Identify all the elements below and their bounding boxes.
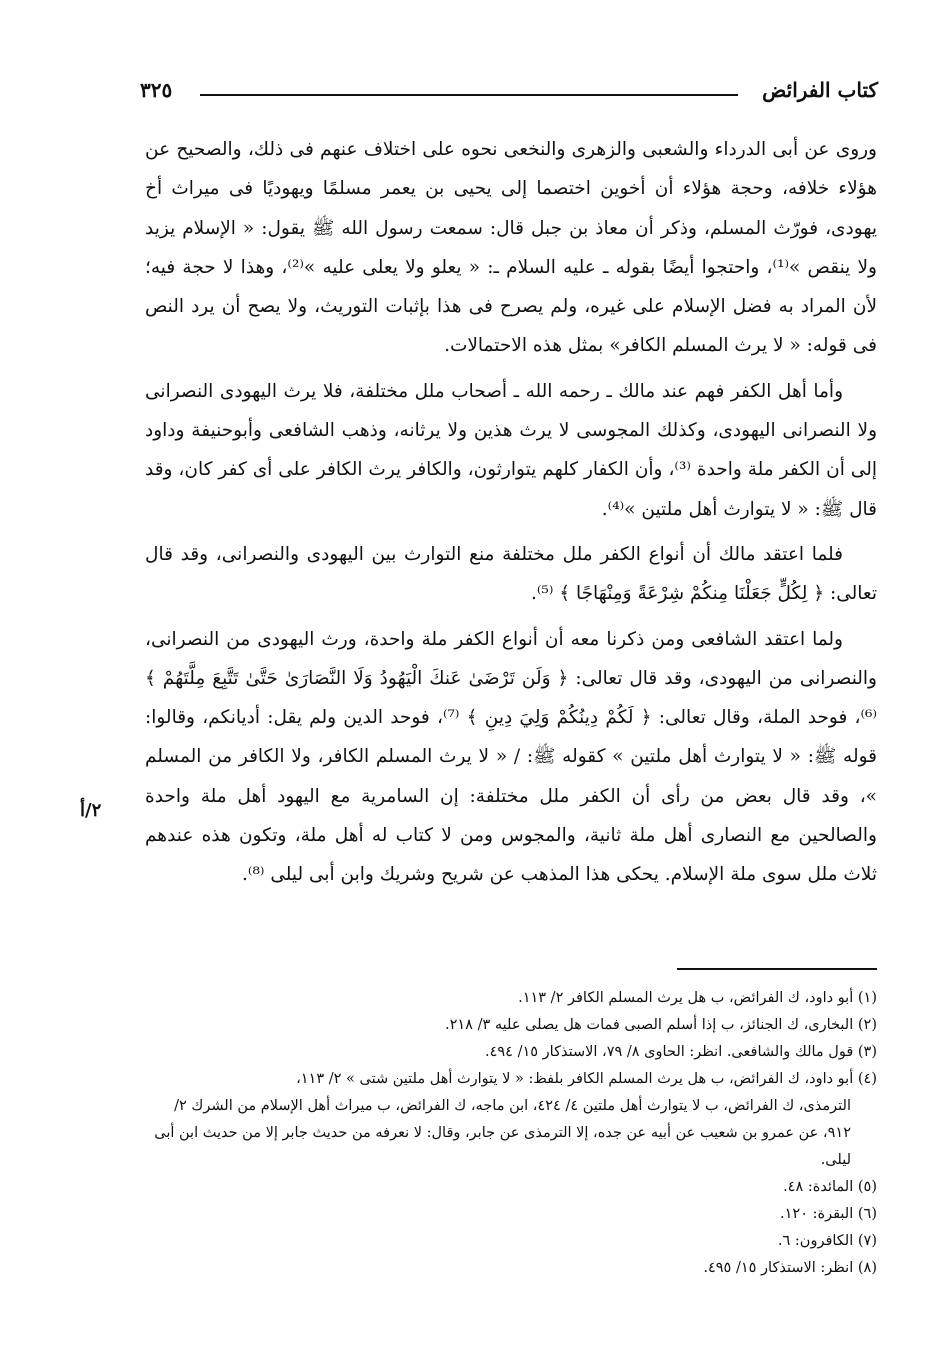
page-header	[140, 78, 878, 112]
footnote-text: انظر: الاستذكار ١٥/ ٤٩٥.	[703, 1260, 854, 1276]
footnote-text: البخارى، ك الجنائز، ب إذا أسلم الصبى فمات هل يصلى عليه ٣/ ٢١٨.	[444, 1017, 854, 1033]
running-title: كتاب الفرائض	[762, 78, 878, 102]
paragraph: وأما أهل الكفر فهم عند مالك ـ رحمه الله ـ أصحاب ملل مختلفة، فلا يرث اليهودى النصرانى ولا النصرانى اليهودى، وكذلك المجوسى لا يرث هذين ولا يرثانه، وذهب الشافعى وأبوحنيفة وداود إلى أن الكفر ملة واحدة ⁽³⁾، وأن الكفار كلهم يتوارثون، والكافر يرث الكافر على أى كفر كان، وقد قال ﷺ: « لا يتوارث أهل ملتين »⁽⁴⁾.	[145, 380, 878, 520]
footnote-text: أبو داود، ك الفرائض، ب هل يرث المسلم الكافر ٢/ ١١٣.	[518, 990, 854, 1006]
page-number: ٣٢٥	[140, 78, 173, 102]
footnotes	[150, 985, 877, 1282]
header-rule	[200, 94, 738, 96]
paragraph: ولما اعتقد الشافعى ومن ذكرنا معه أن أنواع الكفر ملة واحدة، ورث اليهودى من النصرانى، والنصرانى من اليهودى، وقد قال تعالى: ﴿ وَلَن تَرْضَىٰ عَنكَ الْيَهُودُ وَلَا النَّصَارَىٰ حَتَّىٰ تَتَّبِعَ مِلَّتَهُمْ ﴾ ⁽⁶⁾، فوحد الملة، وقال تعالى: ﴿ لَكُمْ دِينُكُمْ وَلِيَ دِينِ ﴾ ⁽⁷⁾، فوحد الدين ولم يقل: أديانكم، وقالوا: قوله ﷺ: « لا يتوارث أهل ملتين » كقوله ﷺ: / « لا يرث المسلم الكافر، ولا الكافر من المسلم »، وقد قال بعض من رأى أن الكفر ملل مختلفة: إن السامرية مع اليهود أهل ملة واحدة والصالحين مع النصارى أهل ملة ثانية، والمجوس ومن لا كتاب له أهل ملة، وتكون هذه عندهم ثلاث ملل سوى ملة الإسلام. يحكى هذا المذهب عن شريح وشريك وابن أبى ليلى ⁽⁸⁾.	[145, 628, 877, 886]
footnote-continuation: الترمذى، ك الفرائض، ب لا يتوارث أهل ملتين ٤/ ٤٢٤، ابن ماجه، ك الفرائض، ب ميراث أهل الإسلام من الشرك ٢/ ٩١٢، عن عمرو بن شعيب عن أبيه عن جده، إلا الترمذى عن جابر، وقال: لا نعرفه من حديث جابر إلا من حديث ابن أبى ليلى.	[154, 1098, 851, 1168]
manuscript-folio-marker: ٢/أ	[80, 800, 102, 821]
footnote-text: قول مالك والشافعى. انظر: الحاوى ٨/ ٧٩، الاستذكار ١٥/ ٤٩٤.	[484, 1044, 854, 1060]
footnote	[150, 1255, 877, 1282]
footnote-text: المائدة: ٤٨.	[783, 1179, 854, 1195]
footnote	[150, 985, 877, 1012]
footnote	[150, 1228, 877, 1255]
body-text	[145, 130, 877, 901]
footnote	[150, 1066, 877, 1174]
footnote-rule	[677, 968, 877, 970]
footnote-number: (١)	[857, 990, 877, 1006]
footnote-number: (٥)	[857, 1179, 877, 1195]
footnote-text: أبو داود، ك الفرائض، ب هل يرث المسلم الكافر بلفظ: « لا يتوارث أهل ملتين شتى » ٢/ ١١٣،	[296, 1071, 854, 1087]
footnote-number: (٤)	[857, 1071, 877, 1087]
footnote	[150, 1201, 877, 1228]
footnote	[150, 1012, 877, 1039]
footnote	[150, 1174, 877, 1201]
footnote-text: البقرة: ١٢٠.	[780, 1206, 854, 1222]
footnote-number: (٢)	[857, 1017, 877, 1033]
footnote-number: (٦)	[857, 1206, 877, 1222]
footnote	[150, 1039, 877, 1066]
footnote-number: (٨)	[857, 1260, 877, 1276]
footnote-text: الكافرون: ٦.	[777, 1233, 854, 1249]
footnote-number: (٧)	[857, 1233, 877, 1249]
footnote-number: (٣)	[857, 1044, 877, 1060]
paragraph: فلما اعتقد مالك أن أنواع الكفر ملل مختلفة منع التوارث بين اليهودى والنصرانى، وقد قال تعالى: ﴿ لِكُلٍّ جَعَلْنَا مِنكُمْ شِرْعَةً وَمِنْهَاجًا ﴾ ⁽⁵⁾.	[145, 543, 877, 605]
paragraph: وروى عن أبى الدرداء والشعبى والزهرى والنخعى نحوه على اختلاف عنهم فى ذلك، والصحيح عن هؤلاء خلافه، وحجة هؤلاء أن أخوين اختصما إلى يحيى بن يعمر مسلمًا ويهوديًا فى ميراث أخ يهودى، فورّث المسلم، وذكر أن معاذ بن جبل قال: سمعت رسول الله ﷺ يقول: « الإسلام يزيد ولا ينقص »⁽¹⁾، واحتجوا أيضًا بقوله ـ عليه السلام ـ: « يعلو ولا يعلى عليه »⁽²⁾، وهذا لا حجة فيه؛ لأن المراد به فضل الإسلام على غيره، ولم يصرح فى هذا بإثبات التوريث، ولا يصح أن يرد النص فى قوله: « لا يرث المسلم الكافر» بمثل هذه الاحتمالات.	[145, 139, 877, 357]
